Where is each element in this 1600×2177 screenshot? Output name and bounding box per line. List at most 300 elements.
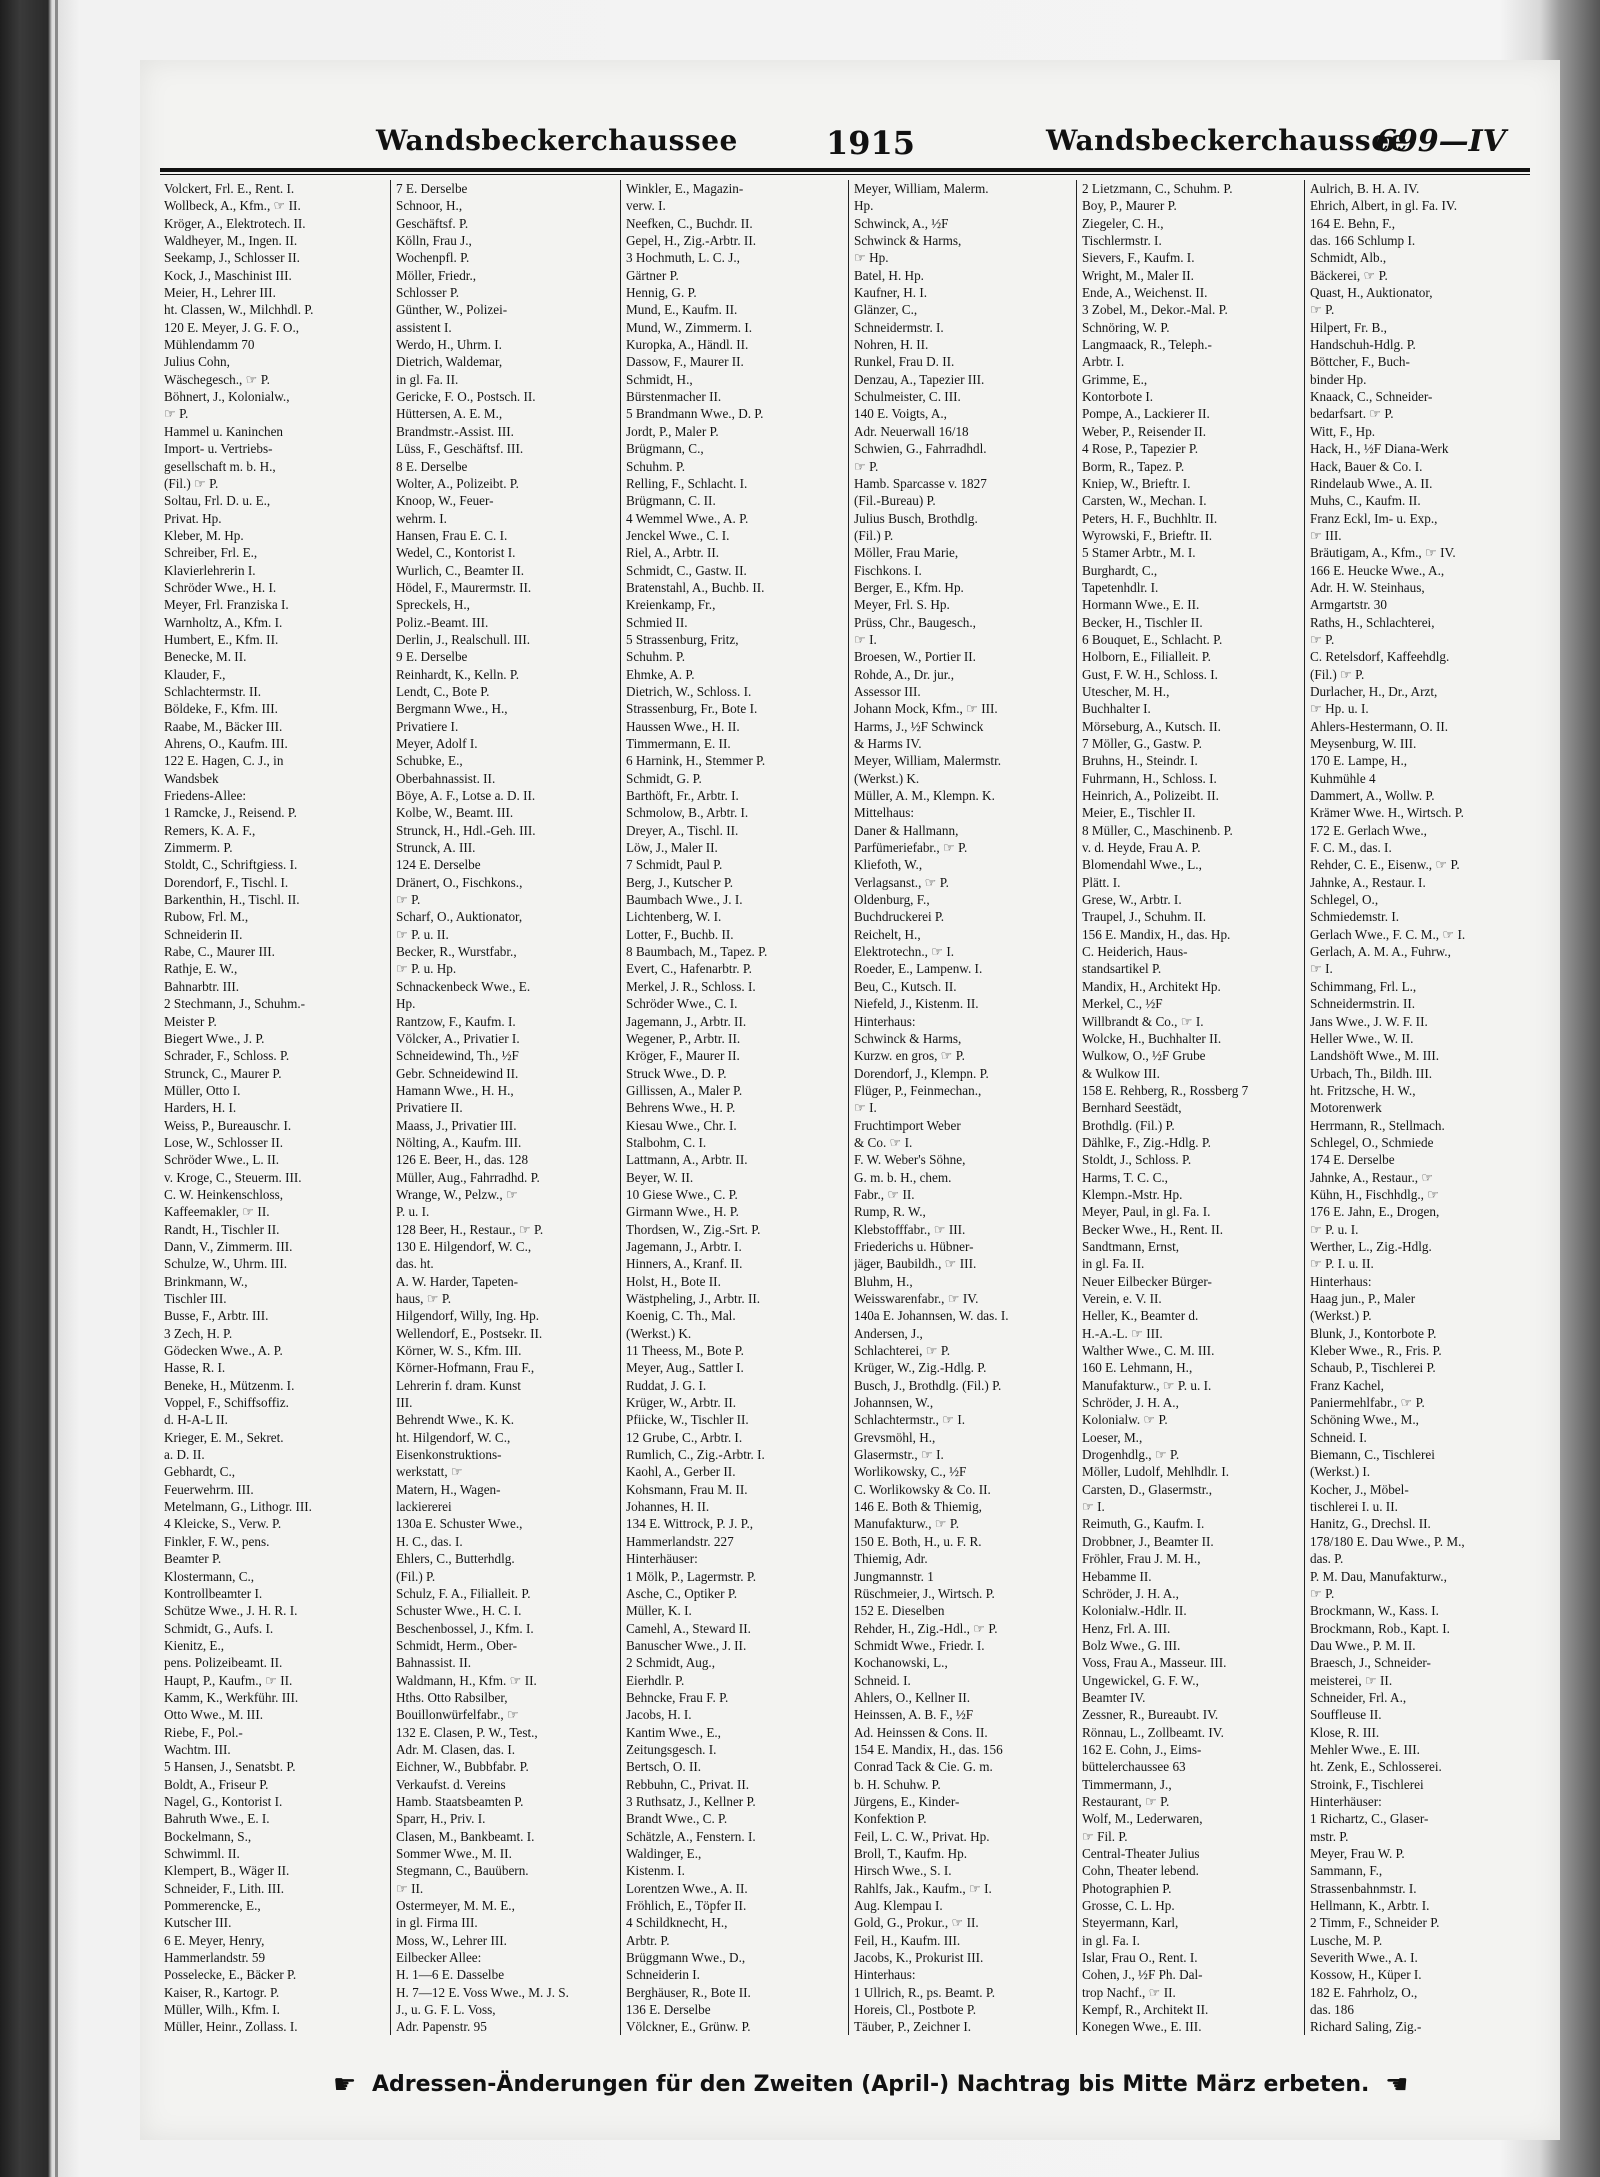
directory-entry: Grese, W., Arbtr. I. [1082, 892, 1182, 908]
directory-entry: Busch, J., Brothdlg. (Fil.) P. [854, 1377, 1002, 1393]
directory-entry: Beamter IV. [1082, 1689, 1146, 1705]
directory-entry: 3 Zobel, M., Dekor.-Mal. P. [1082, 302, 1228, 318]
directory-entry: Verkaufst. d. Vereins [396, 1776, 506, 1792]
directory-entry: Wyrowski, F., Brieftr. II. [1082, 527, 1213, 543]
directory-entry: Otto Wwe., M. III. [164, 1707, 264, 1723]
directory-entry: Humbert, E., Kfm. II. [164, 631, 279, 647]
directory-entry: Pfiicke, W., Tischler II. [626, 1412, 749, 1428]
directory-entry: Körner, W. S., Kfm. III. [396, 1343, 522, 1359]
directory-entry: Meister P. [164, 1013, 217, 1029]
directory-entry: 6 Bouquet, E., Schlacht. P. [1082, 631, 1223, 647]
directory-entry: Winkler, E., Magazin- [626, 181, 744, 196]
directory-entry: & Wulkow III. [1082, 1065, 1160, 1081]
directory-entry: ☞ P. I. u. II. [1310, 1256, 1374, 1272]
directory-entry: Schimmang, Frl. L., [1310, 978, 1417, 994]
directory-entry: Harms, J., ½F Schwinck [854, 718, 984, 734]
directory-entry: Stroink, F., Tischlerei [1310, 1776, 1424, 1792]
directory-entry: Ostermeyer, M. M. E., [396, 1898, 515, 1914]
directory-entry: Neuer Eilbecker Bürger- [1082, 1273, 1212, 1289]
directory-entry: Sommer Wwe., M. II. [396, 1846, 512, 1861]
directory-entry: Weiss, P., Bureauschr. I. [164, 1117, 292, 1133]
directory-entry: Rantzow, F., Kaufm. I. [396, 1013, 516, 1029]
directory-entry: Meier, E., Tischler II. [1082, 805, 1196, 821]
directory-entry: Schneidermstrin. II. [1310, 996, 1416, 1012]
directory-entry: Löw, J., Maler II. [626, 840, 718, 856]
directory-entry: Randt, H., Tischler II. [164, 1221, 280, 1237]
directory-entry: Meyer, Frl. S. Hp. [854, 597, 950, 613]
directory-entry: Kontorbote I. [1082, 389, 1154, 405]
directory-entry: ☞ III. [1310, 527, 1342, 543]
directory-entry: H.-A.-L. ☞ III. [1082, 1325, 1163, 1341]
directory-entry: Völcker, A., Privatier I. [396, 1030, 520, 1046]
directory-entry: Hths. Otto Rabsilber, [396, 1689, 508, 1705]
directory-entry: Hilpert, Fr. B., [1310, 319, 1387, 335]
directory-entry: Wurlich, C., Beamter II. [396, 562, 525, 578]
directory-entry: Loeser, M., [1082, 1429, 1143, 1445]
directory-entry: Utescher, M. H., [1082, 683, 1170, 699]
directory-entry: Bolz Wwe., G. III. [1082, 1637, 1181, 1653]
book-spine-edge [55, 0, 58, 2177]
directory-entry: Lorentzen Wwe., A. II. [626, 1880, 748, 1896]
directory-entry: Hammel u. Kaninchen [164, 423, 284, 439]
directory-entry: Fröhler, Frau J. M. H., [1082, 1551, 1201, 1567]
directory-entry: Worlikowsky, C., ½F [854, 1464, 967, 1480]
directory-entry: Carsten, D., Glasermstr., [1082, 1481, 1213, 1497]
directory-entry: Mehler Wwe., E. III. [1310, 1741, 1420, 1757]
directory-entry: Broll, T., Kaufm. Hp. [854, 1846, 968, 1861]
directory-entry: Kochanowski, L., [854, 1655, 948, 1671]
directory-entry: Klavierlehrerin I. [164, 562, 256, 578]
directory-entry: Werther, L., Zig.-Hdlg. [1310, 1238, 1432, 1254]
directory-entry: Manufakturw., ☞ P. u. I. [1082, 1377, 1212, 1393]
directory-entry: Müller, Wilh., Kfm. I. [164, 2002, 280, 2018]
directory-entry: Meyer, William, Malermstr. [854, 753, 1002, 769]
directory-entry: Kliefoth, W., [854, 857, 923, 873]
directory-entry: Krieger, E. M., Sekret. [164, 1429, 284, 1445]
directory-entry: Heller, K., Beamter d. [1082, 1308, 1199, 1324]
directory-entry: Wrange, W., Pelzw., ☞ [396, 1186, 518, 1202]
directory-entry: Ungewickel, G. F. W., [1082, 1672, 1199, 1688]
directory-entry: Gärtner P. [626, 267, 679, 283]
column-4 [854, 180, 1072, 2035]
directory-entry: Böttcher, F., Buch- [1310, 354, 1410, 370]
directory-entry: 4 Kleicke, S., Verw. P. [164, 1516, 282, 1532]
directory-entry: Braesch, J., Schneider- [1310, 1655, 1431, 1671]
directory-entry: Kaffeemakler, ☞ II. [164, 1204, 270, 1220]
directory-entry: Carsten, W., Mechan. I. [1082, 493, 1207, 509]
directory-entry: Schneiderin I. [626, 1967, 700, 1983]
directory-entry: ☞ I. [854, 631, 877, 647]
directory-entry: 130a E. Schuster Wwe., [396, 1516, 523, 1532]
directory-entry: Bockelmann, S., [164, 1828, 252, 1844]
directory-entry: Ahrens, O., Kaufm. III. [164, 736, 288, 751]
directory-entry: 182 E. Fahrholz, O., [1310, 1984, 1418, 2000]
directory-entry: Stegmann, C., Bauübern. [396, 1863, 529, 1879]
directory-entry: 136 E. Derselbe [626, 2002, 711, 2018]
page-header [166, 124, 1536, 168]
column-divider [390, 180, 391, 2035]
directory-entry: Schneider, F., Lith. III. [164, 1880, 285, 1896]
directory-entry: Gold, G., Prokur., ☞ II. [854, 1915, 979, 1931]
directory-entry: Schmidt, C., Gastw. II. [626, 562, 747, 578]
directory-entry: 3 Ruthsatz, J., Kellner P. [626, 1793, 756, 1809]
directory-entry: Urbach, Th., Bildh. III. [1310, 1065, 1433, 1081]
directory-entry: Finkler, F. W., pens. [164, 1533, 270, 1549]
directory-entry: Oberbahnassist. II. [396, 770, 496, 786]
directory-entry: Mund, W., Zimmerm. I. [626, 319, 753, 335]
directory-entry: Metelmann, G., Lithogr. III. [164, 1499, 312, 1515]
directory-entry: 8 Baumbach, M., Tapez. P. [626, 944, 768, 960]
directory-entry: Hammerlandstr. 59 [164, 1950, 266, 1966]
directory-entry: Bratenstahl, A., Buchb. II. [626, 579, 765, 595]
directory-entry: Schaub, P., Tischlerei P. [1310, 1360, 1436, 1376]
directory-entry: Lattmann, A., Arbtr. II. [626, 1152, 748, 1168]
directory-entry: Kröger, A., Elektrotech. II. [164, 215, 306, 231]
directory-entry: Brüggmann Wwe., D., [626, 1950, 746, 1966]
directory-entry: Ende, A., Weichenst. II. [1082, 285, 1208, 301]
directory-entry: Adr. Papenstr. 95 [396, 2019, 487, 2035]
directory-entry: Hinterhaus: [854, 1967, 916, 1983]
directory-entry: Biegert Wwe., J. P. [164, 1030, 265, 1046]
directory-entry: Schneider, Frl. A., [1310, 1689, 1407, 1705]
directory-entry: Behncke, Frau F. P. [626, 1689, 729, 1705]
directory-entry: 4 Schildknecht, H., [626, 1915, 728, 1931]
directory-entry: Rahlfs, Jak., Kaufm., ☞ I. [854, 1880, 992, 1896]
directory-entry: Denzau, A., Tapezier III. [854, 371, 985, 387]
directory-entry: Nölting, A., Kaufm. III. [396, 1134, 522, 1150]
directory-entry: J., u. G. F. L. Voss, [396, 2002, 496, 2018]
directory-entry: 176 E. Jahn, E., Drogen, [1310, 1204, 1440, 1220]
directory-entry: Schwimml. II. [164, 1846, 240, 1861]
directory-entry: 5 Strassenburg, Fritz, [626, 631, 739, 647]
directory-entry: Kutscher III. [164, 1915, 232, 1931]
directory-entry: Sandtmann, Ernst, [1082, 1238, 1180, 1254]
directory-entry: gesellschaft m. b. H., [164, 458, 276, 474]
directory-entry: Schöning Wwe., M., [1310, 1412, 1419, 1428]
directory-entry: 1 Ramcke, J., Reisend. P. [164, 805, 297, 821]
directory-entry: Lotter, F., Buchb. II. [626, 926, 734, 942]
directory-entry: Lusche, M. P. [1310, 1932, 1383, 1948]
directory-entry: Ad. Heinssen & Cons. II. [854, 1724, 988, 1740]
directory-entry: Krämer Wwe. H., Wirtsch. P. [1310, 805, 1464, 821]
directory-entry: Bahnarbtr. III. [164, 978, 240, 994]
directory-entry: Grimme, E., [1082, 371, 1148, 387]
directory-entry: 7 Möller, G., Gastw. P. [1082, 736, 1202, 751]
directory-entry: Klostermann, C., [164, 1568, 255, 1584]
directory-entry: 170 E. Lampe, H., [1310, 753, 1408, 769]
directory-entry: Drogenhdlg., ☞ P. [1082, 1447, 1180, 1463]
column-1 [164, 180, 382, 2035]
directory-entry: Wellendorf, E., Postsekr. II. [396, 1325, 543, 1341]
directory-entry: Rathje, E. W., [164, 961, 238, 977]
directory-entry: Rubow, Frl. M., [164, 909, 249, 925]
directory-entry: 3 Hochmuth, L. C. J., [626, 250, 740, 266]
directory-entry: Koenig, C. Th., Mal. [626, 1308, 736, 1324]
directory-entry: Schneiderin II. [164, 926, 243, 942]
directory-entry: 11 Theess, M., Bote P. [626, 1343, 744, 1359]
column-6 [1310, 180, 1528, 2035]
directory-entry: standsartikel P. [1082, 961, 1162, 977]
directory-entry: das. ht. [396, 1256, 434, 1272]
directory-entry: Sievers, F., Kaufm. I. [1082, 250, 1195, 266]
directory-entry: Thiemig, Adr. [854, 1551, 928, 1567]
directory-entry: Blunk, J., Kontorbote P. [1310, 1325, 1437, 1341]
directory-entry: Raabe, M., Bäcker III. [164, 718, 283, 734]
directory-entry: 6 E. Meyer, Henry, [164, 1932, 265, 1948]
directory-entry: Rehder, C. E., Eisenw., ☞ P. [1310, 857, 1460, 873]
directory-entry: Privatiere I. [396, 718, 459, 734]
directory-entry: Knoop, W., Feuer- [396, 493, 494, 509]
directory-entry: Schröder, J. H. A., [1082, 1585, 1179, 1601]
directory-entry: Witt, F., Hp. [1310, 423, 1376, 439]
directory-entry: 164 E. Behn, F., [1310, 215, 1396, 231]
directory-entry: Kuhmühle 4 [1310, 770, 1376, 786]
directory-entry: Clasen, M., Bankbeamt. I. [396, 1828, 535, 1844]
directory-entry: Brinkmann, W., [164, 1273, 248, 1289]
directory-entry: Fröhlich, E., Töpfer II. [626, 1898, 747, 1914]
directory-entry: 150 E. Both, H., u. F. R. [854, 1533, 982, 1549]
directory-entry: Meyer, Paul, in gl. Fa. I. [1082, 1204, 1211, 1220]
directory-entry: Hinners, A., Kranf. II. [626, 1256, 743, 1272]
directory-entry: ☞ Hp. [854, 250, 889, 266]
directory-entry: wehrm. I. [396, 510, 447, 526]
directory-entry: Hellmann, K., Arbtr. I. [1310, 1898, 1430, 1914]
directory-entry: Beyer, W. II. [626, 1169, 694, 1185]
directory-entry: Jacobs, H. I. [626, 1707, 692, 1723]
directory-entry: (Fil.) ☞ P. [164, 475, 219, 491]
directory-entry: Johannsen, W., [854, 1395, 934, 1411]
directory-entry: Berger, E., Kfm. Hp. [854, 579, 964, 595]
directory-entry: Brügmann, C., [626, 441, 704, 457]
directory-entry: Kistenm. I. [626, 1863, 685, 1879]
directory-entry: Meyer, Frl. Franziska I. [164, 597, 289, 613]
directory-entry: Feuerwehrm. III. [164, 1481, 254, 1497]
directory-entry: Müller, Otto I. [164, 1082, 241, 1098]
directory-entry: Biemann, C., Tischlerei [1310, 1447, 1435, 1463]
directory-entry: 162 E. Cohn, J., Eims- [1082, 1741, 1202, 1757]
column-divider [1304, 180, 1305, 2035]
directory-entry: 6 Harnink, H., Stemmer P. [626, 753, 766, 769]
directory-entry: 7 Schmidt, Paul P. [626, 857, 723, 873]
directory-entry: Barkenthin, H., Tischl. II. [164, 892, 300, 908]
directory-entry: 8 E. Derselbe [396, 458, 468, 474]
header-street-left: Wandsbeckerchaussee [376, 124, 738, 157]
directory-entry: Berg, J., Kutscher P. [626, 874, 734, 890]
directory-entry: Wright, M., Maler II. [1082, 267, 1194, 283]
directory-entry: Hanitz, G., Drechsl. II. [1310, 1516, 1431, 1532]
directory-entry: Kühn, H., Fischhdlg., ☞ [1310, 1186, 1440, 1202]
directory-entry: F. W. Weber's Söhne, [854, 1152, 966, 1168]
directory-entry: 2 Schmidt, Aug., [626, 1655, 716, 1671]
directory-entry: ☞ Fil. P. [1082, 1828, 1128, 1844]
directory-entry: Restaurant, ☞ P. [1082, 1793, 1170, 1809]
directory-entry: 140a E. Johannsen, W. das. I. [854, 1308, 1009, 1324]
directory-entry: Benecke, M. II. [164, 649, 247, 665]
directory-entry: Bürstenmacher II. [626, 389, 722, 405]
directory-entry: Nagel, G., Kontorist I. [164, 1793, 283, 1809]
directory-entry: Kaufner, H. I. [854, 285, 928, 301]
directory-entry: 124 E. Derselbe [396, 857, 481, 873]
directory-entry: Hödel, F., Maurermstr. II. [396, 579, 532, 595]
directory-entry: Strassenbahnmstr. I. [1310, 1880, 1417, 1896]
directory-entry: Hüttersen, A. E. M., [396, 406, 503, 422]
directory-entry: Hp. [396, 996, 416, 1012]
directory-entry: Cohn, Theater lebend. [1082, 1863, 1199, 1879]
directory-entry: Bahruth Wwe., E. I. [164, 1811, 270, 1827]
directory-entry: (Fil.) ☞ P. [1310, 666, 1365, 682]
directory-entry: 140 E. Voigts, A., [854, 406, 947, 422]
directory-entry: Zessner, R., Bureaubt. IV. [1082, 1707, 1219, 1723]
directory-entry: Andersen, J., [854, 1325, 923, 1341]
directory-entry: H. 1—6 E. Dasselbe [396, 1967, 505, 1983]
directory-entry: in gl. Fa. II. [1082, 1256, 1145, 1272]
directory-entry: Schneidewind, Th., ½F [396, 1048, 519, 1064]
directory-entry: Kamm, K., Werkführ. III. [164, 1689, 299, 1705]
directory-entry: Broesen, W., Portier II. [854, 649, 976, 665]
directory-entry: Schulz, F. A., Filialleit. P. [396, 1585, 531, 1601]
directory-entry: Konfektion P. [854, 1811, 927, 1827]
directory-entry: Hilgendorf, Willy, Ing. Hp. [396, 1308, 540, 1324]
directory-entry: ☞ II. [396, 1880, 424, 1896]
directory-entry: Schmolow, B., Arbtr. I. [626, 805, 749, 821]
directory-entry: Gerlach, A. M. A., Fuhrw., [1310, 944, 1451, 960]
directory-entry: 9 E. Derselbe [396, 649, 468, 665]
directory-entry: Klempn.-Mstr. Hp. [1082, 1186, 1183, 1202]
directory-entry: 5 Stamer Arbtr., M. I. [1082, 545, 1196, 561]
directory-entry: Schwinck & Harms, [854, 233, 962, 249]
directory-entry: Wolf, M., Lederwaren, [1082, 1811, 1203, 1827]
directory-entry: Burghardt, C., [1082, 562, 1158, 578]
directory-entry: Kock, J., Maschinist III. [164, 267, 292, 283]
directory-entry: Mund, E., Kaufm. II. [626, 302, 738, 318]
directory-entry: Schuster Wwe., H. C. I. [396, 1603, 522, 1619]
directory-entry: Armgartstr. 30 [1310, 597, 1387, 613]
directory-entry: Beu, C., Kutsch. II. [854, 978, 957, 994]
directory-entry: v. d. Heyde, Frau A. P. [1082, 840, 1201, 856]
column-divider [620, 180, 621, 2035]
directory-entry: Hasse, R. I. [164, 1360, 226, 1376]
directory-entry: Asche, C., Optiker P. [626, 1585, 737, 1601]
directory-entry: Berghäuser, R., Bote II. [626, 1984, 751, 2000]
directory-entry: Hinterhäuser: [1310, 1793, 1382, 1809]
directory-entry: Cohen, J., ½F Ph. Dal- [1082, 1967, 1203, 1983]
directory-entry: Henz, Frl. A. III. [1082, 1620, 1171, 1636]
directory-entry: Gust, F. W. H., Schloss. I. [1082, 666, 1218, 682]
directory-entry: (Werkst.) K. [854, 770, 920, 786]
pointing-hand-left-icon: ☛ [333, 2070, 357, 2100]
directory-entry: Assessor III. [854, 683, 921, 699]
directory-entry: Richard Saling, Zig.- [1310, 2019, 1422, 2035]
directory-entry: pens. Polizeibeamt. II. [164, 1655, 283, 1671]
header-street-right: Wandsbeckerchaussee [1046, 124, 1408, 157]
directory-entry: C. Heiderich, Haus- [1082, 944, 1188, 960]
directory-entry: Gerlach Wwe., F. C. M., ☞ I. [1310, 926, 1466, 942]
directory-entry: Rabe, C., Maurer III. [164, 944, 275, 960]
directory-entry: 2 Stechmann, J., Schuhm.- [164, 996, 306, 1012]
directory-entry: Johannes, H. II. [626, 1499, 710, 1515]
directory-entry: Behrendt Wwe., K. K. [396, 1412, 515, 1428]
directory-entry: Gebhardt, C., [164, 1464, 236, 1480]
directory-entry: Schröder Wwe., L. II. [164, 1152, 280, 1168]
directory-entry: Raths, H., Schlachterei, [1310, 614, 1435, 630]
directory-entry: Eichner, W., Bubbfabr. P. [396, 1759, 529, 1775]
directory-entry: Sammann, F., [1310, 1863, 1383, 1879]
directory-entry: 130 E. Hilgendorf, W. C., [396, 1238, 532, 1254]
directory-entry: Dietrich, Waldemar, [396, 354, 503, 370]
directory-entry: Struck Wwe., D. P. [626, 1065, 727, 1081]
directory-entry: Oldenburg, F., [854, 892, 930, 908]
directory-entry: Durlacher, H., Dr., Arzt, [1310, 683, 1438, 699]
directory-entry: ☞ P. u. I. [1310, 1221, 1359, 1237]
directory-entry: Becker, H., Tischler II. [1082, 614, 1203, 630]
directory-entry: H. C., das. I. [396, 1533, 463, 1549]
directory-entry: (Werkst.) P. [1310, 1308, 1372, 1324]
directory-entry: Riel, A., Arbtr. II. [626, 545, 720, 561]
directory-entry: ht. Zenk, E., Schlosserei. [1310, 1759, 1442, 1775]
header-year: 1915 [826, 124, 916, 162]
directory-entry: Verlagsanst., ☞ P. [854, 874, 949, 890]
directory-entry: Waldinger, E., [626, 1846, 702, 1861]
directory-entry: (Fil.) P. [854, 527, 894, 543]
directory-entry: Schlachtermstr. II. [164, 683, 262, 699]
directory-entry: Hp. [854, 198, 874, 214]
directory-entry: Stalbohm, C. I. [626, 1134, 707, 1150]
directory-entry: Rumlich, C., Zig.-Arbtr. I. [626, 1447, 765, 1463]
directory-entry: Ziegeler, C. H., [1082, 215, 1164, 231]
directory-entry: das. 166 Schlump I. [1310, 233, 1416, 249]
directory-entry: Böye, A. F., Lotse a. D. II. [396, 788, 536, 804]
directory-entry: Grevsmöhl, H., [854, 1429, 936, 1445]
directory-entry: Kuropka, A., Händl. II. [626, 337, 749, 353]
directory-entry: Hinterhaus: [1310, 1273, 1372, 1289]
directory-entry: Eilbecker Allee: [396, 1950, 482, 1966]
directory-entry: Camehl, A., Steward II. [626, 1620, 751, 1636]
directory-entry: Merkel, J. R., Schloss. I. [626, 978, 756, 994]
directory-entry: d. H-A-L II. [164, 1412, 228, 1428]
directory-entry: 128 Beer, H., Restaur., ☞ P. [396, 1221, 544, 1237]
directory-entry: Tapetenhdlr. I. [1082, 579, 1159, 595]
directory-entry: Aulrich, B. H. A. IV. [1310, 181, 1420, 196]
directory-entry: & Co. ☞ I. [854, 1134, 913, 1150]
directory-entry: Jahnke, A., Restaur., ☞ [1310, 1169, 1434, 1185]
directory-entry: bedarfsart. ☞ P. [1310, 406, 1394, 422]
directory-entry: Runkel, Frau D. II. [854, 354, 955, 370]
directory-entry: 1 Mölk, P., Lagermstr. P. [626, 1568, 757, 1584]
directory-entry: 5 Hansen, J., Senatsbt. P. [164, 1759, 296, 1775]
directory-entry: Möller, Frau Marie, [854, 545, 959, 561]
directory-entry: Reimuth, G., Kaufm. I. [1082, 1516, 1205, 1532]
directory-entry: Fuhrmann, H., Schloss. I. [1082, 770, 1217, 786]
directory-entry: Krüger, W., Zig.-Hdlg. P. [854, 1360, 987, 1376]
directory-entry: Jacobs, K., Prokurist III. [854, 1950, 984, 1966]
directory-entry: Eisenkonstruktions- [396, 1447, 502, 1463]
directory-entry: G. m. b. H., chem. [854, 1169, 952, 1185]
directory-entry: Blomendahl Wwe., L., [1082, 857, 1202, 873]
directory-entry: Lehrerin f. dram. Kunst [396, 1377, 521, 1393]
directory-entry: Weisswarenfabr., ☞ IV. [854, 1291, 979, 1306]
directory-entry: Schmidt, Herm., Ober- [396, 1637, 517, 1653]
directory-entry: Schmiedemstr. I. [1310, 909, 1400, 925]
directory-entry: Herrmann, R., Stellmach. [1310, 1117, 1445, 1133]
directory-entry: mstr. P. [1310, 1828, 1349, 1844]
directory-entry: Walther Wwe., C. M. III. [1082, 1343, 1215, 1359]
directory-entry: Kniep, W., Brieftr. I. [1082, 475, 1191, 491]
directory-entry: Schlachterei, ☞ P. [854, 1343, 951, 1359]
directory-entry: ☞ Hp. u. I. [1310, 701, 1369, 717]
directory-entry: Schlosser P. [396, 285, 460, 301]
directory-entry: F. C. M., das. I. [1310, 840, 1392, 856]
directory-entry: b. H. Schuhw. P. [854, 1776, 941, 1792]
